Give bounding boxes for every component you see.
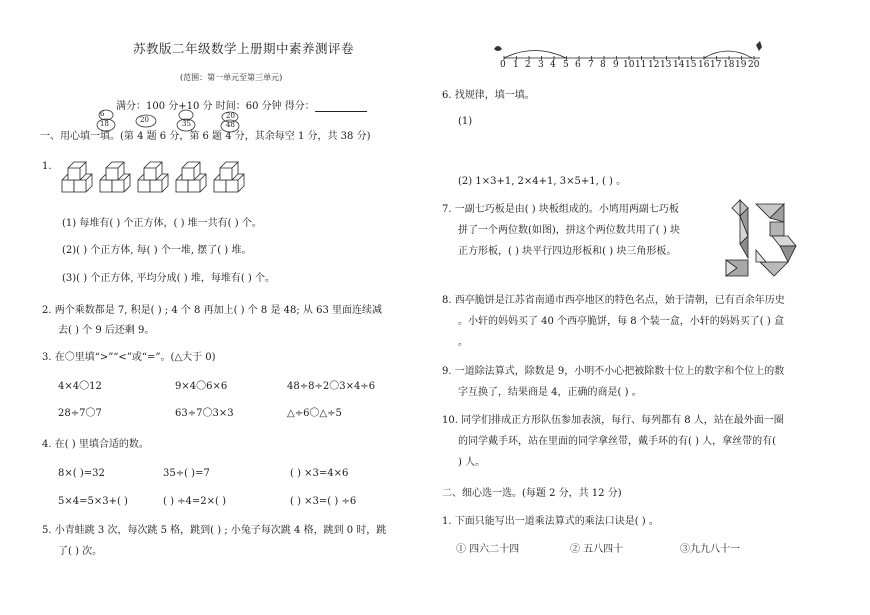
exam-title: 苏教版二年级数学上册期中素养测评卷 — [133, 41, 355, 56]
flower-num-4: 35 — [182, 120, 191, 128]
numberline-14: 14 — [673, 60, 685, 70]
q3-line1: 3. 在〇里填“>”“<”或“=”。(△大于 0) — [42, 352, 216, 363]
numberline-18: 18 — [723, 60, 735, 70]
q4-line1: 4. 在( ) 里填合适的数。 — [42, 439, 149, 450]
numberline-13: 13 — [660, 60, 672, 70]
q3-r1c1: 4×4〇12 — [58, 381, 102, 392]
q3-r2c1: 28÷7〇7 — [58, 408, 102, 419]
s2-q1: 1. 下面只能写出一道乘法算式的乘法口诀是( ) 。 — [442, 516, 659, 527]
q10-line1: 10. 同学们排成正方形队伍参加表演，每行、每列都有 8 人，站在最外面一圈 — [442, 415, 784, 426]
section2-heading: 二、细心选一选。(每题 2 分，共 12 分) — [442, 488, 622, 499]
q1-part3: (3)( ) 个正方体, 平均分成( ) 堆，每堆有( ) 个。 — [62, 273, 276, 284]
q7-line3: 正方形板，( ) 块平行四边形板和( ) 块三角形板。 — [458, 246, 677, 257]
numberline-3: 3 — [538, 60, 544, 70]
q5-line2: 了( ) 次。 — [58, 546, 103, 557]
section1-heading: 一、用心填一填。(第 4 题 6 分，第 6 题 4 分，其余每空 1 分，共 38 分) — [40, 131, 371, 142]
s2-q1-option-c[interactable]: ③九九八十一 — [680, 544, 740, 555]
numberline-1: 1 — [513, 60, 519, 70]
score-line-text: 满分：100 分+10 分 时间：60 分钟 得分： — [116, 101, 315, 112]
numberline-2: 2 — [525, 60, 531, 70]
numberline-10: 10 — [623, 60, 635, 70]
numberline-19: 19 — [735, 60, 747, 70]
q6-line1: 6. 找规律，填一填。 — [442, 90, 535, 101]
q9-line2: 字互换了，结果商是 4，正确的商是( ) 。 — [458, 387, 642, 398]
q8-line3: 。 — [458, 337, 468, 348]
q1-part2: (2)( ) 个正方体, 每( ) 个一堆, 摆了( ) 堆。 — [62, 245, 252, 256]
numberline-16: 16 — [698, 60, 710, 70]
numberline-0: 0 — [500, 60, 506, 70]
q5-line1: 5. 小青蛙跳 3 次，每次跳 5 格，跳到( ) ; 小兔子每次跳 4 格，跳到 0 时，跳 — [42, 525, 387, 536]
tangram-13-figure — [722, 200, 806, 280]
numberline-5: 5 — [563, 60, 569, 70]
q2-line2: 去( ) 个 9 后还剩 9。 — [58, 325, 155, 336]
q4-r1c3: ( ) ×3=4×6 — [290, 468, 349, 479]
q4-r2c3: ( ) ×3=( ) ÷6 — [290, 496, 357, 507]
flower-num-6: 48 — [226, 121, 235, 129]
flower-num-3: 20 — [140, 116, 149, 124]
q4-r2c2: ( ) ÷4=2×( ) — [163, 496, 227, 507]
q9-line1: 9. 一道除法算式，除数是 9，小明不小心把被除数十位上的数字和个位上的数 — [442, 366, 785, 377]
q3-r2c2: 63÷7〇3×3 — [175, 408, 234, 419]
score-blank[interactable] — [315, 101, 367, 112]
s2-q1-option-a[interactable]: ① 四六二十四 — [456, 544, 520, 555]
numberline-20: 20 — [748, 60, 760, 70]
numberline-9: 9 — [613, 60, 619, 70]
q4-r1c2: 35÷( )=7 — [163, 468, 210, 479]
q7-line2: 拼了一个两位数(如图)，拼这个两位数共用了( ) 块 — [458, 225, 680, 236]
flower-num-5: 20 — [226, 112, 235, 120]
q8-line1: 8. 西亭脆饼是江苏省南通市西亭地区的特色名点，始于清朝，已有百余年历史 — [442, 295, 785, 306]
numberline-11: 11 — [635, 60, 647, 70]
q6-sub1: (1) — [458, 116, 473, 127]
q6-sub2: (2) 1×3+1, 2×4+1, 3×5+1, ( ) 。 — [458, 176, 627, 187]
flower-num-1: 6 — [100, 110, 105, 118]
s2-q1-option-b[interactable]: ② 五八四十 — [570, 544, 624, 555]
q1-part1: (1) 每堆有( ) 个正方体，( ) 堆一共有( ) 个。 — [62, 218, 262, 229]
q7-line1: 7. 一副七巧板是由( ) 块板组成的。小鸠用两副七巧板 — [442, 204, 679, 215]
q3-r2c3: △÷6〇△÷5 — [287, 408, 342, 419]
numberline-12: 12 — [648, 60, 660, 70]
q10-line2: 的同学戴手环，站在里面的同学拿丝带，戴手环的有( ) 人，拿丝带的有( — [458, 436, 777, 447]
q4-r1c1: 8×( )=32 — [58, 468, 105, 479]
q10-line3: ) 人。 — [458, 457, 486, 468]
flower-num-2: 18 — [100, 120, 109, 128]
q3-r1c3: 48÷8÷2〇3×4÷6 — [287, 381, 376, 392]
q3-r1c2: 9×4〇6×6 — [175, 381, 228, 392]
numberline-8: 8 — [600, 60, 606, 70]
numberline-4: 4 — [550, 60, 556, 70]
q1-number: 1. — [42, 161, 52, 172]
numberline-7: 7 — [588, 60, 594, 70]
cube-stacks-figure — [62, 158, 242, 198]
q2-line1: 2. 两个乘数都是 7, 积是( ) ; 4 个 8 再加上( ) 个 8 是 48; 从 63 里面连续减 — [42, 305, 382, 316]
numberline-15: 15 — [685, 60, 697, 70]
numberline-17: 17 — [710, 60, 722, 70]
q8-line2: 。小轩的妈妈买了 40 个西亭脆饼，每 8 个装一盒，小轩的妈妈买了( ) 盒 — [458, 316, 784, 327]
q4-r2c1: 5×4=5×3+( ) — [58, 496, 128, 507]
exam-scope: (范围：第一单元至第三单元) — [180, 73, 283, 82]
numberline-6: 6 — [575, 60, 581, 70]
